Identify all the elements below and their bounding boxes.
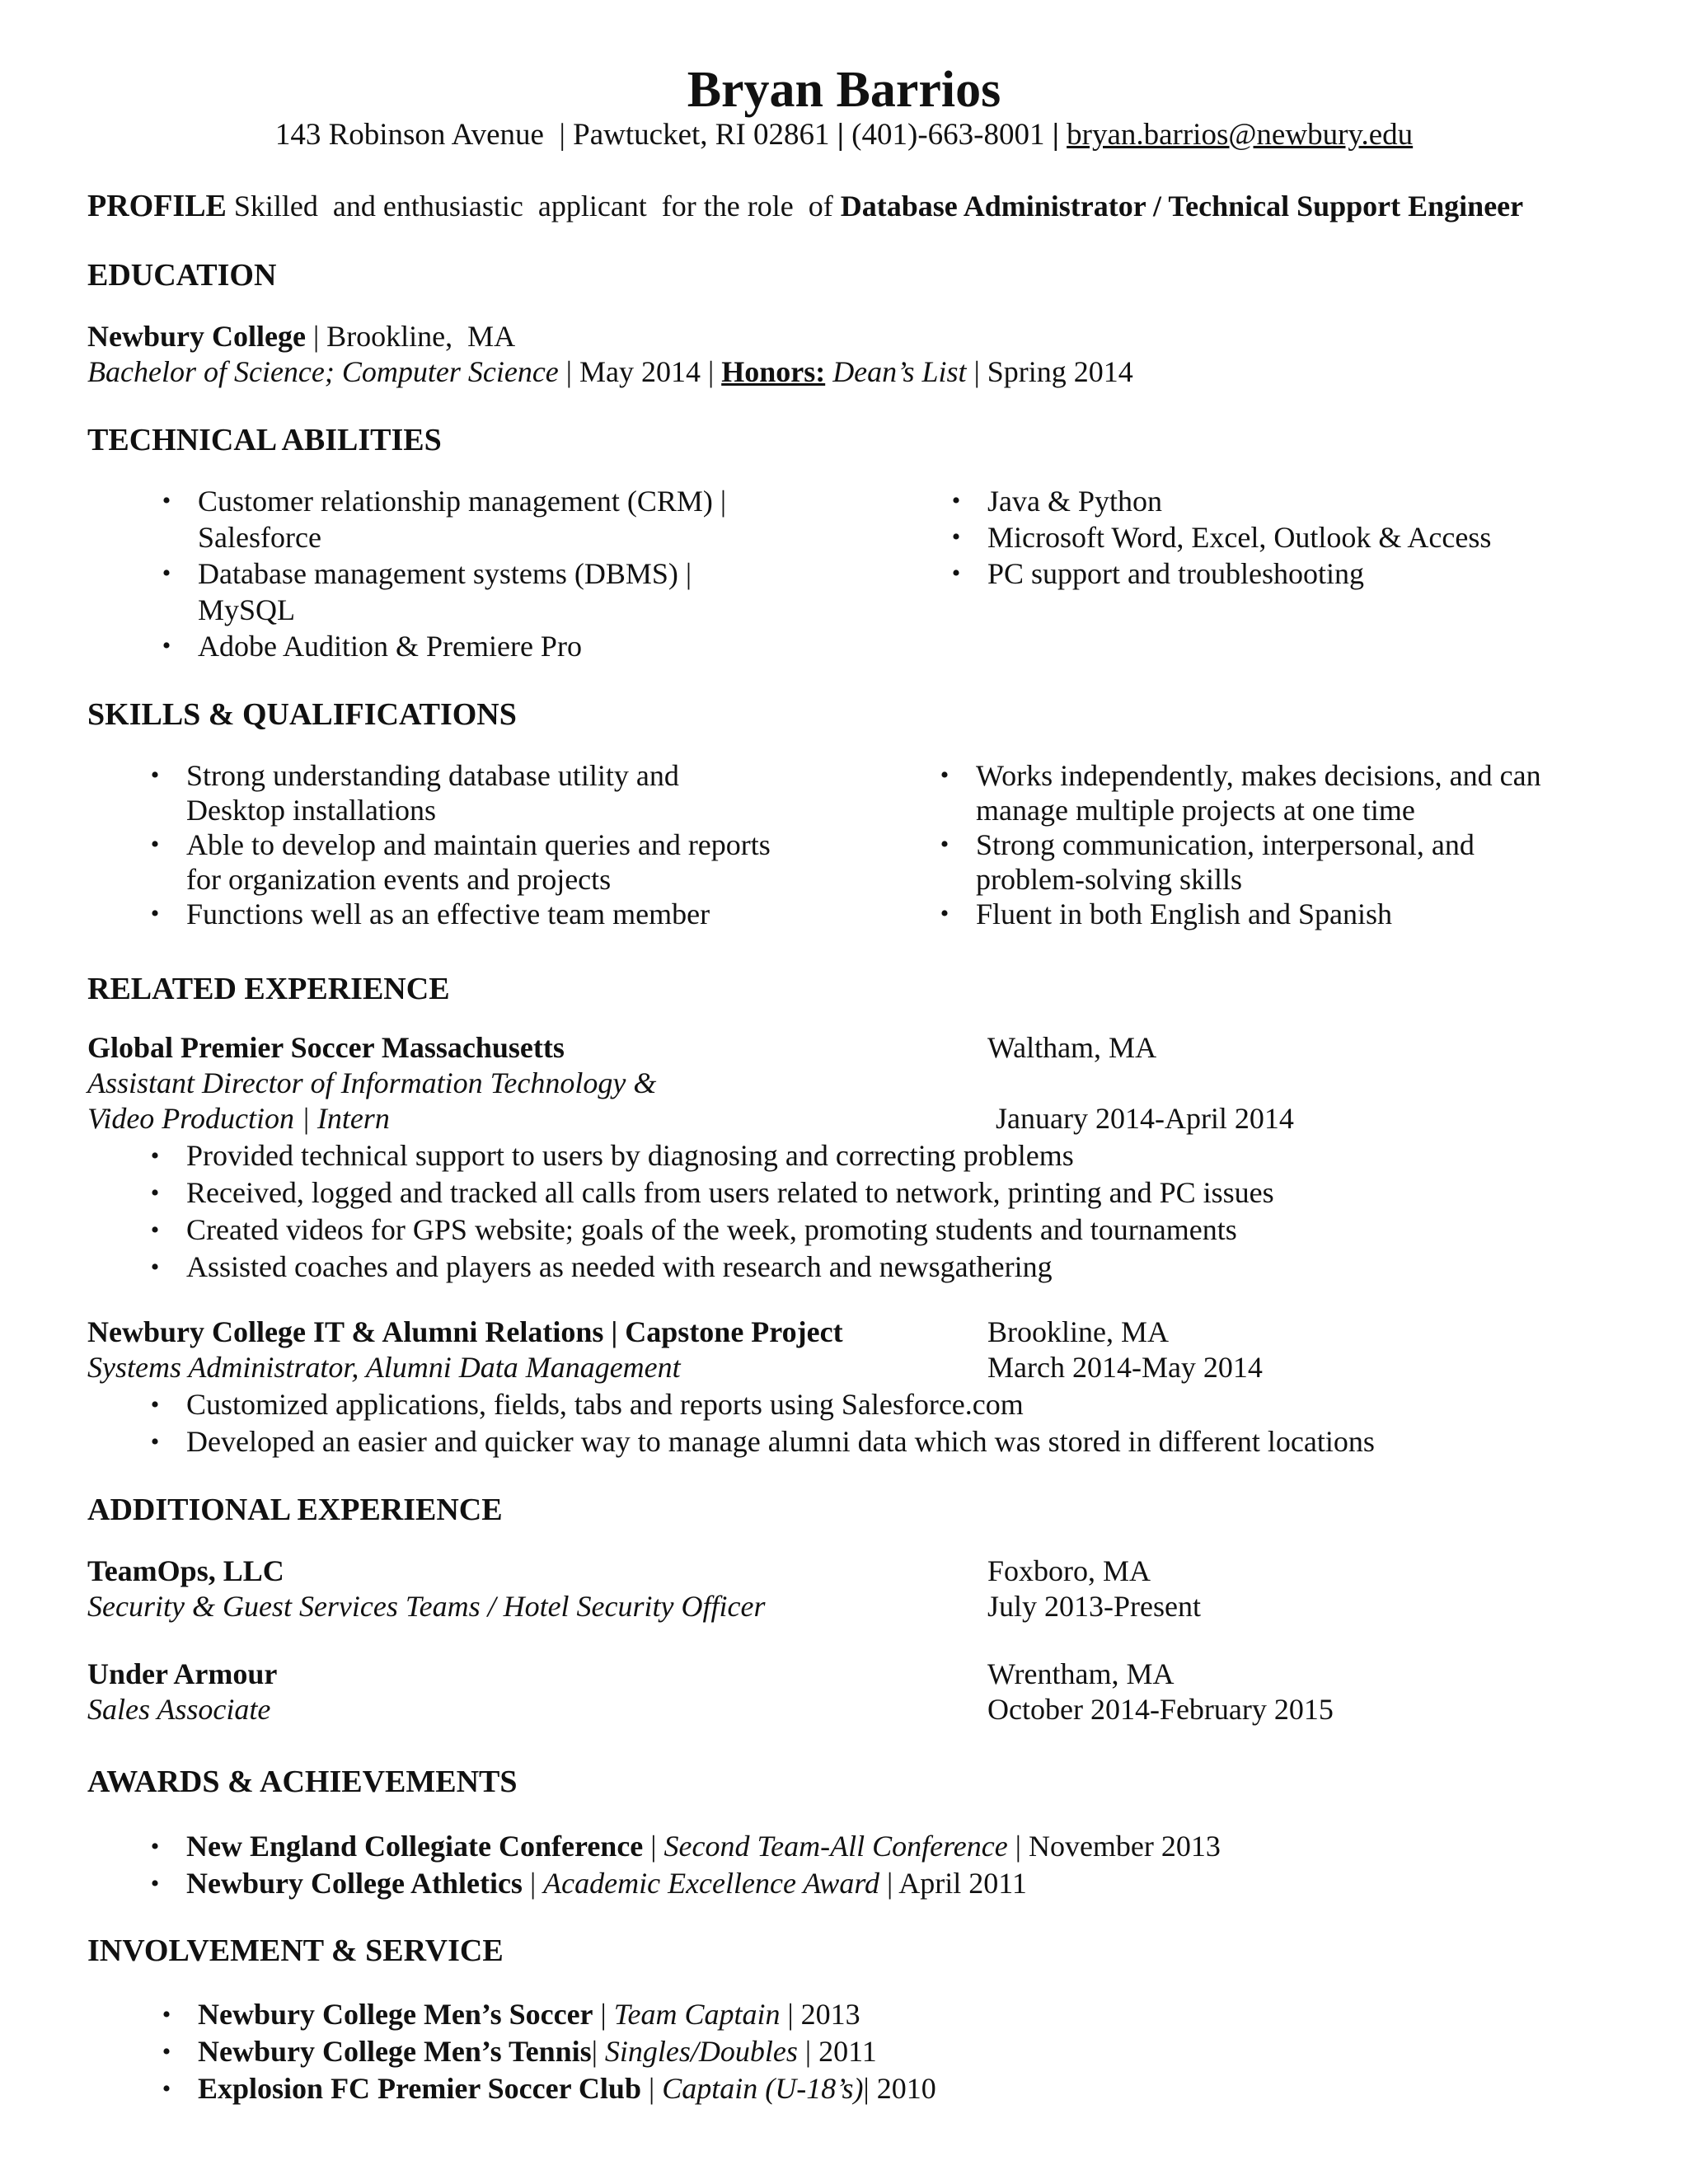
list-item: • Newbury College Athletics | Academic Excellence Award | April 2011: [150, 1867, 1027, 1900]
job-title: Sales Associate: [87, 1693, 271, 1726]
contact-line: [0, 117, 1688, 153]
job-location: Waltham, MA: [987, 1031, 1157, 1064]
job-location: Brookline, MA: [987, 1315, 1169, 1348]
list-item: • Strong understanding database utility and Desktop installations: [150, 759, 679, 827]
profile-line: [87, 188, 1523, 226]
job-org: Under Armour: [87, 1657, 278, 1690]
list-item: • Fluent in both English and Spanish: [940, 898, 1393, 930]
job-title: Security & Guest Services Teams / Hotel Security Officer: [87, 1590, 766, 1623]
list-item: • Strong communication, interpersonal, and problem-solving skills: [940, 828, 1475, 896]
education-degree-line: [87, 354, 1133, 390]
awards-heading: AWARDS & ACHIEVEMENTS: [87, 1765, 518, 1799]
involvement-heading: INVOLVEMENT & SERVICE: [87, 1933, 504, 1968]
skills-right-list: [940, 758, 1541, 931]
technical-left-list: [162, 483, 727, 664]
job-org: TeamOps, LLC: [87, 1554, 284, 1587]
separator: |: [837, 118, 844, 152]
honors-date: | Spring 2014: [966, 355, 1133, 388]
list-item: • Provided technical support to users by diagnosing and correcting problems: [150, 1139, 1074, 1172]
job-dates: January 2014-April 2014: [996, 1102, 1294, 1135]
separator: |: [559, 118, 565, 152]
job-title: Systems Administrator, Alumni Data Management: [87, 1351, 681, 1384]
technical-right-list: [951, 483, 1492, 592]
list-item: • Microsoft Word, Excel, Outlook & Access: [951, 521, 1492, 554]
job-title: Video Production | Intern: [87, 1102, 390, 1135]
profile-heading: PROFILE: [87, 189, 227, 223]
list-item: • Explosion FC Premier Soccer Club | Captain (U-18’s)| 2010: [162, 2072, 936, 2105]
school-name: Newbury College: [87, 320, 306, 353]
list-item: • Developed an easier and quicker way to manage alumni data which was stored in different locations: [150, 1425, 1375, 1458]
address: 143 Robinson Avenue: [274, 118, 544, 152]
list-item: • Assisted coaches and players as needed with research and newsgathering: [150, 1250, 1053, 1283]
degree: Bachelor of Science; Computer Science: [87, 355, 559, 388]
list-item: • Customer relationship management (CRM) | Salesforce: [162, 485, 727, 554]
candidate-name: Bryan Barrios: [687, 62, 1001, 118]
list-item: • Customized applications, fields, tabs and reports using Salesforce.com: [150, 1388, 1024, 1421]
job-dates: October 2014-February 2015: [987, 1693, 1334, 1726]
list-item: • Java & Python: [951, 485, 1162, 518]
job-org: Newbury College IT & Alumni Relations | Capstone Project: [87, 1315, 843, 1348]
job-location: Wrentham, MA: [987, 1657, 1175, 1690]
job-dates: March 2014-May 2014: [987, 1351, 1263, 1384]
related-heading: RELATED EXPERIENCE: [87, 972, 450, 1006]
profile-role: Database Administrator / Technical Support Engineer: [840, 190, 1524, 223]
job-dates: July 2013-Present: [987, 1590, 1201, 1623]
education-heading: EDUCATION: [87, 258, 277, 293]
awards-list: [150, 1828, 1221, 1902]
list-item: • Database management systems (DBMS) | MySQL: [162, 557, 692, 626]
list-item: • Functions well as an effective team member: [150, 898, 710, 930]
skills-heading: SKILLS & QUALIFICATIONS: [87, 697, 517, 732]
skills-left-list: [150, 758, 771, 931]
list-item: • Received, logged and tracked all calls from users related to network, printing and PC issues: [150, 1176, 1274, 1209]
list-item: • New England Collegiate Conference | Second Team-All Conference | November 2013: [150, 1830, 1221, 1863]
city: Pawtucket, RI 02861: [573, 118, 830, 152]
list-item: • Newbury College Men’s Soccer | Team Captain | 2013: [162, 1998, 860, 2031]
list-item: • Adobe Audition & Premiere Pro: [162, 630, 582, 663]
degree-date: | May 2014 |: [558, 355, 722, 388]
job-title: Assistant Director of Information Technology &: [87, 1066, 657, 1099]
list-item: • Works independently, makes decisions, and can manage multiple projects at one time: [940, 759, 1541, 827]
technical-heading: TECHNICAL ABILITIES: [87, 423, 442, 457]
involvement-list: [162, 1996, 936, 2107]
honors-label: Honors:: [721, 355, 826, 388]
phone: (401)-663-8001: [851, 118, 1045, 152]
honors: Dean’s List: [825, 355, 967, 388]
job-bullets: [150, 1137, 1274, 1286]
profile-text: Skilled and enthusiastic applicant for the role of: [226, 190, 841, 223]
education-school-line: [87, 319, 515, 354]
list-item: • Newbury College Men’s Tennis| Singles/Doubles | 2011: [162, 2035, 877, 2068]
job-bullets: [150, 1386, 1375, 1460]
list-item: • Able to develop and maintain queries and reports for organization events and projects: [150, 828, 771, 896]
additional-heading: ADDITIONAL EXPERIENCE: [87, 1493, 503, 1527]
school-location: | Brookline, MA: [305, 320, 516, 353]
email-link[interactable]: bryan.barrios@newbury.edu: [1067, 118, 1414, 152]
separator: |: [1052, 118, 1059, 152]
job-org: Global Premier Soccer Massachusetts: [87, 1031, 565, 1064]
list-item: • PC support and troubleshooting: [951, 557, 1364, 590]
list-item: • Created videos for GPS website; goals of the week, promoting students and tournaments: [150, 1213, 1237, 1246]
job-location: Foxboro, MA: [987, 1554, 1151, 1587]
